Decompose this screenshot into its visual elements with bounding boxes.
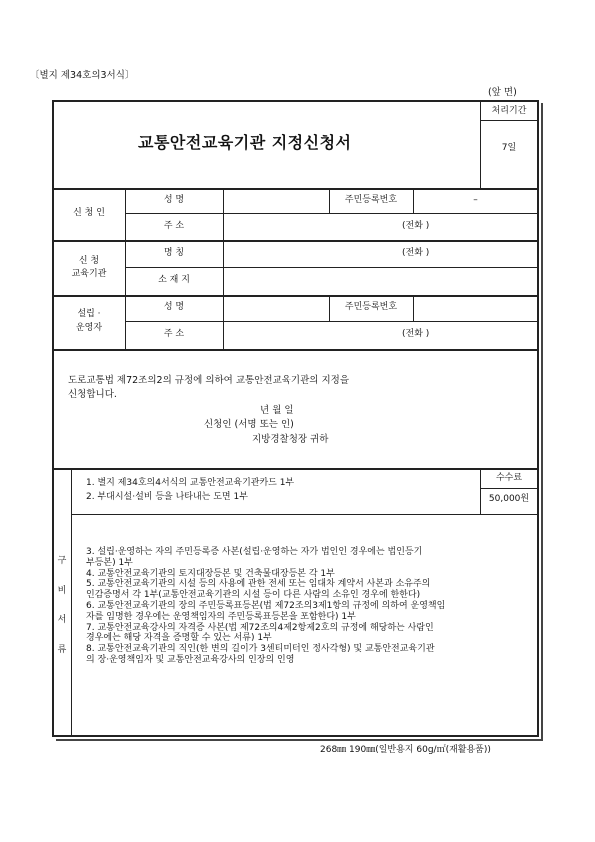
fee-value: 50,000원	[488, 494, 530, 504]
operator-section-label-1: 설립 ·	[77, 309, 101, 319]
doc-line: 7. 교통안전교육강사의 자격증 사본(법 제72조의4제2항제2호의 규정에 해당하는 사람인	[86, 622, 434, 633]
doc-line: 인감증명서 각 1부(교통안전교육기관의 시설 등이 다른 사람의 소유인 경우에 한한다)	[86, 590, 421, 601]
operator-address-label: 주 소	[163, 329, 185, 339]
doc-line: 경우에는 해당 자격을 증명할 수 있는 서류) 1부	[86, 633, 272, 644]
doc-line: 8. 교통안전교육기관의 직인(한 변의 길이가 3센티미터인 정사각형) 및 교통안전교육기관	[86, 644, 435, 655]
docs-label-char-4: 류	[57, 645, 67, 655]
doc-line: 6. 교통안전교육기관의 장의 주민등록표등본(법 제72조의3제1항의 규정에 의하여 운영책임	[86, 600, 446, 611]
applicant-rrn-field[interactable]: –	[473, 195, 478, 205]
addressee: 지방경찰청장 귀하	[252, 434, 329, 445]
processing-period-value: 7일	[501, 143, 517, 153]
side-label: (앞 면)	[488, 87, 517, 98]
docs-label-char-3: 서	[57, 615, 67, 625]
doc-items-list	[86, 547, 536, 666]
applicant-phone-field[interactable]: (전화 )	[402, 221, 430, 231]
doc-item-2: 2. 부대시설·설비 등을 나타내는 도면 1부	[86, 492, 248, 502]
operator-rrn-field[interactable]	[418, 299, 533, 317]
applicant-rrn-label: 주민등록번호	[344, 195, 398, 205]
operator-rrn-label: 주민등록번호	[344, 302, 398, 312]
doc-item-1: 1. 별지 제34호의4서식의 교통안전교육기관카드 1부	[86, 478, 295, 488]
fee-label: 수수료	[495, 473, 523, 483]
institution-location-label: 소 재 지	[158, 275, 190, 285]
institution-location-field[interactable]	[228, 271, 533, 291]
operator-section-label-2: 운영자	[75, 323, 103, 333]
operator-name-label: 성 명	[163, 302, 185, 312]
annex-label: 〔별지 제34호의3서식〕	[30, 70, 135, 81]
signer-line[interactable]: 신청인 (서명 또는 인)	[204, 419, 294, 430]
operator-phone-field[interactable]: (전화 )	[402, 329, 430, 339]
statement-line-1: 도로교통법 제72조의2의 규정에 의하여 교통안전교육기관의 지정을	[68, 375, 350, 386]
institution-section-label-2: 교육기관	[71, 269, 107, 279]
form-title: 교통안전교육기관 지정신청서	[138, 133, 352, 152]
applicant-name-label: 성 명	[163, 195, 185, 205]
doc-line: 4. 교통안전교육기관의 토지대장등본 및 건축물대장등본 각 1부	[86, 568, 335, 579]
date-line[interactable]: 년 월 일	[260, 405, 294, 416]
statement-line-2: 신청합니다.	[68, 389, 117, 400]
doc-line: 3. 설립·운영하는 자의 주민등록증 사본(설립·운영하는 자가 법인인 경우에는 법인등기	[86, 547, 423, 557]
institution-name-label: 명 칭	[163, 248, 185, 258]
applicant-section-label: 신 청 인	[73, 208, 105, 218]
applicant-address-label: 주 소	[163, 221, 185, 231]
doc-line: 자를 임명한 경우에는 운영책임자의 주민등록표등본을 포함한다) 1부	[86, 611, 356, 622]
processing-period-label: 처리기간	[491, 106, 527, 116]
doc-line: 부등본) 1부	[86, 557, 133, 568]
doc-line: 의 장·운영책임자 및 교통안전교육강사의 인장의 인영	[86, 654, 295, 665]
docs-label-char-1: 구	[57, 556, 67, 566]
institution-section-label-1: 신 청	[78, 256, 100, 266]
docs-label-char-2: 비	[57, 586, 67, 596]
institution-phone-field[interactable]: (전화 )	[402, 248, 430, 258]
operator-name-field[interactable]	[228, 299, 324, 317]
paper-spec-footer: 268㎜ 190㎜(일반용지 60g/㎡(재활용품))	[320, 745, 491, 755]
applicant-name-field[interactable]	[228, 192, 324, 210]
doc-line: 5. 교통안전교육기관의 시설 등의 사용에 관한 전세 또는 임대차 계약서 사본과 소유주의	[86, 579, 431, 590]
